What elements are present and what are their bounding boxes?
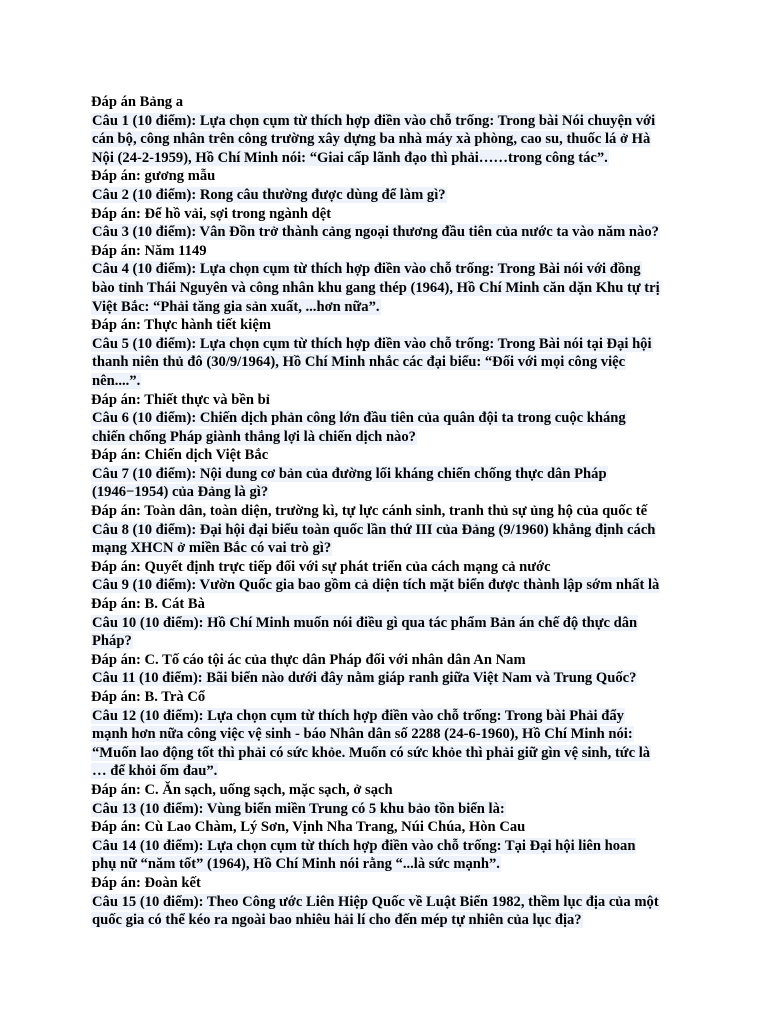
- answer-line: [91, 874, 681, 893]
- line-text: Câu 12 (10 điểm): Lựa chọn cụm từ thích hợp điền vào chỗ trống: Trong bài Phải đẩy: [92, 707, 624, 724]
- answer-line: [91, 688, 681, 707]
- answer-line: [91, 781, 681, 800]
- line-text: Đáp án: B. Cát Bà: [91, 596, 205, 613]
- question-line: [91, 372, 681, 391]
- question-line: [91, 428, 681, 447]
- line-text: Nội (24-2-1959), Hồ Chí Minh nói: “Giai cấp lãnh đạo thì phải……trong công tác”.: [92, 149, 608, 166]
- document-body: [91, 93, 681, 930]
- question-line: [91, 669, 681, 688]
- question-line: [91, 279, 681, 298]
- line-text: Câu 3 (10 điểm): Vân Đồn trở thành cảng ngoại thương đầu tiên của nước ta vào năm nào?: [92, 224, 659, 241]
- line-text: Câu 7 (10 điểm): Nội dung cơ bản của đường lối kháng chiến chống thực dân Pháp: [92, 465, 607, 482]
- question-line: [91, 800, 681, 819]
- line-text: Đáp án: Toàn dân, toàn diện, trường kì, tự lực cánh sinh, tranh thủ sự ủng hộ của quốc tế: [91, 503, 648, 520]
- line-text: Câu 5 (10 điểm): Lựa chọn cụm từ thích hợp điền vào chỗ trống: Trong Bài nói tại Đại hội: [92, 335, 652, 352]
- line-text: Đáp án: C. Tố cáo tội ác của thực dân Pháp đối với nhân dân An Nam: [91, 651, 526, 668]
- question-line: [91, 744, 681, 763]
- line-text: Đáp án: Thực hành tiết kiệm: [91, 317, 271, 334]
- line-text: Câu 4 (10 điểm): Lựa chọn cụm từ thích hợp điền vào chỗ trống: Trong Bài nói với đồng: [92, 261, 641, 278]
- line-text: Đáp án: Để hồ vải, sợi trong ngành dệt: [91, 205, 332, 222]
- question-line: [91, 186, 681, 205]
- answer-line: [91, 595, 681, 614]
- line-text: nên....”.: [92, 372, 141, 389]
- line-text: Câu 15 (10 điểm): Theo Công ước Liên Hiệp Quốc về Luật Biển 1982, thềm lục địa của một: [92, 893, 659, 910]
- question-line: [91, 112, 681, 131]
- question-line: [91, 855, 681, 874]
- question-line: [91, 725, 681, 744]
- question-line: [91, 298, 681, 317]
- question-line: [91, 707, 681, 726]
- answer-line: [91, 818, 681, 837]
- question-line: [91, 483, 681, 502]
- line-text: thanh niên thủ đô (30/9/1964), Hồ Chí Minh nhắc các đại biểu: “Đối với mọi công việc: [92, 354, 626, 371]
- question-line: [91, 539, 681, 558]
- answer-line: [91, 242, 681, 261]
- question-line: [91, 130, 681, 149]
- line-text: Đáp án: gương mẫu: [91, 168, 216, 185]
- line-text: Đáp án: B. Trà Cổ: [91, 689, 206, 705]
- answer-line: [91, 316, 681, 335]
- line-text: quốc gia có thể kéo ra ngoài bao nhiêu hải lí cho đến mép tự nhiên của lục địa?: [92, 912, 582, 929]
- answer-line: [91, 558, 681, 577]
- question-line: [91, 149, 681, 168]
- line-text: Pháp?: [92, 633, 132, 650]
- line-text: mạnh hơn nữa công việc vệ sinh - báo Nhân dân số 2288 (24-6-1960), Hồ Chí Minh nói:: [92, 726, 633, 743]
- line-text: … để khỏi ốm đau”.: [92, 763, 218, 780]
- answer-line: [91, 651, 681, 670]
- question-line: [91, 409, 681, 428]
- question-line: [91, 521, 681, 540]
- line-text: “Muốn lao động tốt thì phải có sức khỏe. Muốn có sức khỏe thì phải giữ gìn vệ sinh, tức là: [92, 744, 651, 761]
- line-text: bào tỉnh Thái Nguyên và công nhân khu gang thép (1964), Hồ Chí Minh căn dặn Khu tự trị: [92, 279, 660, 296]
- question-line: [91, 762, 681, 781]
- line-text: Câu 11 (10 điểm): Bãi biển nào dưới đây nằm giáp ranh giữa Việt Nam và Trung Quốc?: [92, 670, 637, 687]
- line-text: Việt Bắc: “Phải tăng gia sản xuất, ...hơn nữa”.: [92, 298, 380, 315]
- question-line: [91, 837, 681, 856]
- text-line: [91, 93, 681, 112]
- question-line: [91, 260, 681, 279]
- answer-line: [91, 391, 681, 410]
- line-text: Đáp án: Đoàn kết: [91, 874, 201, 891]
- answer-line: [91, 502, 681, 521]
- answer-line: [91, 446, 681, 465]
- line-text: Đáp án: Chiến dịch Việt Bắc: [91, 447, 269, 464]
- line-text: (1946−1954) của Đảng là gì?: [92, 484, 269, 501]
- line-text: Đáp án: Quyết định trực tiếp đối với sự phát triển của cách mạng cả nước: [91, 558, 551, 575]
- question-line: [91, 465, 681, 484]
- line-text: Câu 6 (10 điểm): Chiến dịch phản công lớn đầu tiên của quân đội ta trong cuộc kháng: [92, 410, 626, 427]
- question-line: [91, 353, 681, 372]
- line-text: Câu 1 (10 điểm): Lựa chọn cụm từ thích hợp điền vào chỗ trống: Trong bài Nói chuyện với: [92, 112, 656, 129]
- question-line: [91, 614, 681, 633]
- question-line: [91, 576, 681, 595]
- line-text: Câu 10 (10 điểm): Hồ Chí Minh muốn nói điều gì qua tác phẩm Bản án chế độ thực dân: [92, 614, 638, 631]
- question-line: [91, 335, 681, 354]
- line-text: Đáp án Bảng a: [91, 94, 184, 110]
- answer-line: [91, 167, 681, 186]
- question-line: [91, 893, 681, 912]
- line-text: Câu 9 (10 điểm): Vườn Quốc gia bao gồm cả diện tích mặt biển được thành lập sớm nhất là: [92, 577, 660, 594]
- line-text: Câu 14 (10 điểm): Lựa chọn cụm từ thích hợp điền vào chỗ trống: Tại Đại hội liên hoan: [92, 837, 636, 854]
- line-text: Đáp án: C. Ăn sạch, uống sạch, mặc sạch, ở sạch: [91, 781, 393, 798]
- question-line: [91, 911, 681, 930]
- answer-line: [91, 205, 681, 224]
- line-text: phụ nữ “năm tốt” (1964), Hồ Chí Minh nói rằng “...là sức mạnh”.: [92, 856, 500, 873]
- line-text: chiến chống Pháp giành thắng lợi là chiến dịch nào?: [92, 428, 416, 445]
- line-text: Câu 13 (10 điểm): Vùng biển miền Trung có 5 khu bảo tồn biển là:: [92, 800, 505, 817]
- question-line: [91, 223, 681, 242]
- line-text: Đáp án: Thiết thực và bền bỉ: [91, 391, 270, 408]
- question-line: [91, 632, 681, 651]
- line-text: mạng XHCN ở miền Bắc có vai trò gì?: [92, 540, 332, 557]
- line-text: Câu 8 (10 điểm): Đại hội đại biểu toàn quốc lần thứ III của Đảng (9/1960) khẳng định cách: [92, 521, 656, 538]
- line-text: Đáp án: Cù Lao Chàm, Lý Sơn, Vịnh Nha Trang, Núi Chúa, Hòn Cau: [91, 819, 526, 836]
- line-text: Câu 2 (10 điểm): Rong câu thường được dùng để làm gì?: [92, 186, 446, 203]
- line-text: cán bộ, công nhân trên công trường xây dựng ba nhà máy xà phòng, cao su, thuốc lá ở Hà: [92, 131, 651, 148]
- line-text: Đáp án: Năm 1149: [91, 242, 207, 259]
